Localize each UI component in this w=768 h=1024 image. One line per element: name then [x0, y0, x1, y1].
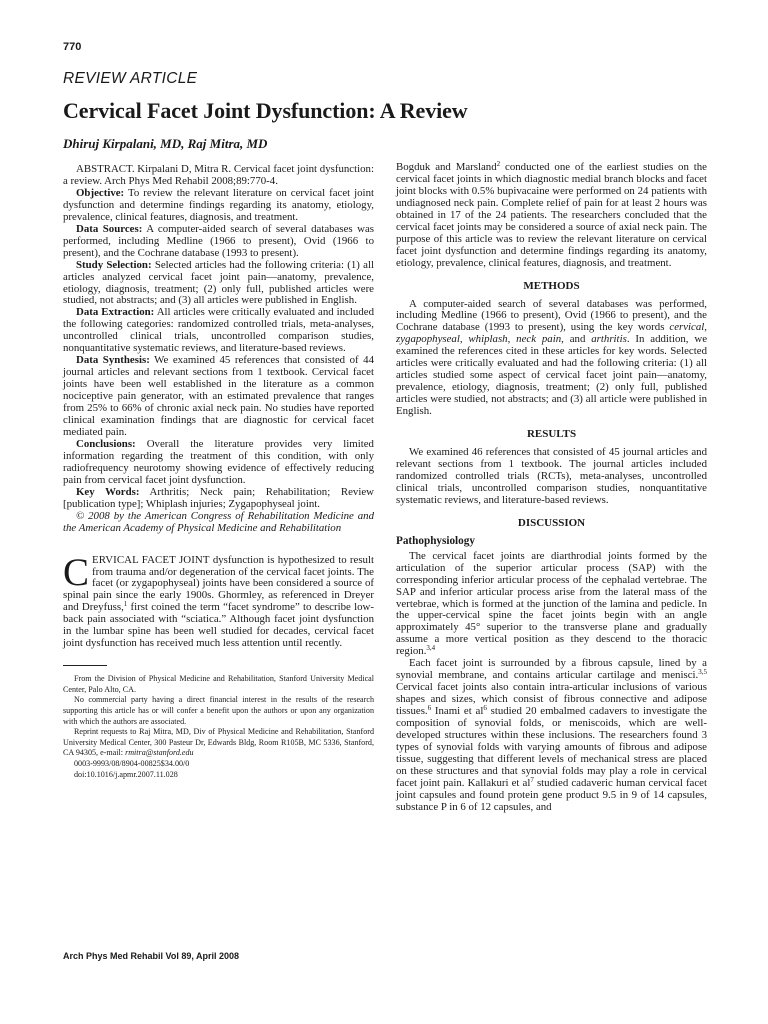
methods-text-a: A computer-aided search of several databases was performed, including Medline (1966 to present), Ovid (1966 to present), and the Cochrane database (1993 to present), using the key words: [396, 297, 707, 334]
pathophysiology-paragraph-2: [396, 658, 707, 813]
data-synthesis-label: Data Synthesis:: [76, 354, 150, 367]
drop-cap: C: [63, 550, 90, 594]
intro-text-a: dysfunction is hypothesized to result from trauma and/or degeneration of the cervical facet joints. The facet (or zygapophyseal) joints have been considered a source of spinal pain since the early 1900s. Ghormley, as referenced in Dreyer and Dreyfuss,: [63, 553, 374, 614]
key-words-label: Key Words:: [76, 485, 140, 498]
conclusions-text: Overall the literature provides very limited information regarding the treatment of this condition, with only radiofrequency neurotomy showing evidence of effectively reducing pain from cervical facet joint dysfunction.: [63, 437, 374, 486]
abstract-data-synthesis: [63, 355, 374, 439]
methods-paragraph: A computer-aided search of several databases was performed, including Medline (1966 to present), Ovid (1966 to present), and the Cochrane database (1993 to present), using the key words cervical, zygapophyseal, whiplash, neck pain, and arthritis. In addition, we examined the references cited in these articles for key words. Selected articles were critically evaluated and had the following criteria: (1) all articles studied some aspect of cervical facet joint pain—anatomy, prevalence, etiology, diagnosis, treatment; (2) only full, published articles were studied, not abstracts; and (3) all article were published in English.: [396, 297, 708, 418]
patho-2-ref-b: 6: [427, 704, 432, 713]
data-sources-label: Data Sources:: [76, 222, 143, 235]
footnote-affiliation: From the Division of Physical Medicine and Rehabilitation, Stanford University Medical Center, Palo Alto, CA.: [63, 674, 374, 694]
abstract-citation: ABSTRACT. Kirpalani D, Mitra R. Cervical facet joint dysfunction: a review. Arch Phys Med Rehabil 2008;89:770-4.: [63, 163, 374, 187]
objective-text: To review the relevant literature on cervical facet joint dysfunction and determine findings regarding its anatomy, etiology, prevalence, clinical features, diagnosis, and treatment.: [63, 186, 375, 223]
patho-2-text-e: studied cadaveric human cervical facet joint capsules and found protein gene product 9.5 in 9 of 14 capsules, substance P in 6 of 12 capsules, and: [396, 776, 708, 813]
intro-continuation: [396, 162, 707, 270]
data-synthesis-text: We examined 45 references that consisted of 44 journal articles and relevant sections from 1 textbook. Cervical facet joints have been well established in the literature as a common nociceptive pain generator, with an estimated prevalence that ranges from 25% to 66% of chronic axial neck pain. No studies have reported clinical examination findings that are diagnostic for cervical facet mediated pain.: [63, 354, 375, 438]
page-number: 770: [63, 41, 82, 53]
keyword-and: and: [569, 333, 586, 346]
footnote-doi[interactable]: doi:10.1016/j.apmr.2007.11.028: [74, 769, 178, 779]
keyword-neck-pain: neck pain: [516, 333, 562, 346]
intro-paragraph: [63, 550, 374, 651]
patho-1-text: The cervical facet joints are diarthrodial joints formed by the articulation of the superior articular process (SAP) with the corresponding inferior articular process of the cephalad vertebrae. The SAP and inferior articular process arise from the lateral mass of the vertebrae, which is formed at the junction of the lamina and pedicle. In the upper-cervical spine the facet joints begin with an angle approximately 45° superior to the transverse plane and gradually assume a more vertical position as they descend to the thoracic region.: [396, 549, 707, 658]
pathophysiology-paragraph-1: [396, 551, 707, 659]
patho-1-ref: 3,4: [426, 644, 436, 653]
abstract-data-extraction: [63, 307, 374, 355]
bogduk-text-a: Bogduk and Marsland: [396, 161, 497, 173]
patho-2-text-c: Inami et al: [434, 705, 484, 718]
conclusions-label: Conclusions:: [76, 437, 136, 450]
keyword-arthritis: arthritis: [591, 333, 627, 346]
objective-label: Objective:: [76, 186, 125, 199]
results-paragraph: We examined 46 references that consisted of 45 journal articles and relevant sections from 1 textbook. The journal articles included randomized controlled trials (RCTs), meta-analyses, uncontrolled clinical trials, uncontrolled comparison studies, nonquantitative systematic reviews, and literature-based reviews.: [396, 446, 707, 506]
patho-2-ref-d: 7: [530, 775, 534, 784]
key-words-text: Arthritis; Neck pain; Rehabilitation; Review [publication type]; Whiplash injuries; Zygapophyseal joint.: [63, 485, 374, 510]
keyword-whiplash: whiplash: [468, 333, 508, 346]
author-email-link[interactable]: rmitra@stanford.edu: [125, 748, 194, 758]
patho-2-text-b: Cervical facet joints also contain intra-articular inclusions of various shapes and sizes, which consist of fibrous connective and adipose tissues.: [396, 681, 707, 718]
abstract-conclusions: [63, 439, 374, 487]
data-sources-text: A computer-aided search of several databases was performed, including Medline (1966 to present), Ovid (1966 to present), and the Cochrane database (1993 to present).: [63, 222, 374, 259]
footnote-reprint: [63, 727, 374, 759]
footnote-conflict: No commercial party having a direct financial interest in the results of the research supporting this article has or will confer a benefit upon the authors or upon any organization with which the authors are associated.: [63, 695, 374, 726]
keyword-cervical: cervical: [669, 321, 705, 334]
methods-text-b: In addition, we examined the references cited in these articles for key words. Selected articles were critically evaluated and had the following criteria: (1) all articles studied some aspect of cervical facet joint pain—anatomy, prevalence, etiology, diagnosis, treatment; (2) only full, published articles were studied, not abstracts; and (3) all article were published in English.: [396, 333, 708, 418]
copyright-notice: © 2008 by the American Congress of Rehabilitation Medicine and the American Academy of Physical Medicine and Rehabilitation: [63, 509, 374, 534]
results-heading: RESULTS: [526, 428, 577, 441]
authors: Dhiruj Kirpalani, MD, Raj Mitra, MD: [63, 136, 268, 151]
data-extraction-text: All articles were critically evaluated and included the following categories: randomized controlled trials, meta-analyses, uncontrolled clinical trials, uncontrolled comparison studies, nonquantitative systematic reviews, and literature-based reviews.: [63, 306, 374, 355]
bogduk-text-b: conducted one of the earliest studies on the cervical facet joints in which diagnostic medial branch blocks and facet joint blocks with 0.5% bupivacaine were performed on 24 patients with undiagnosed neck pain. Complete relief of pain for at least 2 hours was obtained in 17 of the 24 patients. The researchers concluded that the cervical facet joints may be considered a source of axial neck pain. The purpose of this article was to review the relevant literature on cervical facet joint dysfunction and determine findings regarding its anatomy, etiology, prevalence, clinical features, diagnosis, and treatment.: [396, 161, 707, 269]
study-selection-text: Selected articles had the following criteria: (1) all articles analyzed cervical facet joint pain—anatomy, prevalence, etiology, diagnosis, treatment; (2) only full, published articles were studied, not abstracts; and (3) all articles were published in English.: [63, 258, 374, 307]
patho-2-text-a: Each facet joint is surrounded by a fibrous capsule, lined by a synovial membrane, and contains articular cartilage and menisci.: [396, 657, 707, 682]
right-column: [396, 162, 707, 814]
left-column: [63, 164, 374, 780]
intro-ref-1: 1: [123, 600, 128, 609]
article-type: REVIEW ARTICLE: [63, 70, 198, 87]
patho-2-ref-a: 3,5: [698, 668, 707, 677]
journal-footer: Arch Phys Med Rehabil Vol 89, April 2008: [63, 951, 240, 961]
keyword-zygapophyseal: zygapophyseal: [396, 333, 460, 346]
abstract-study-selection: [63, 260, 374, 308]
footnotes: [63, 674, 374, 780]
footnote-issn: 0003-9993/08/8904-00825$34.00/0: [74, 758, 190, 768]
abstract-key-words: [63, 487, 374, 511]
data-extraction-label: Data Extraction:: [76, 306, 155, 319]
intro-smallcaps: ERVICAL FACET JOINT: [92, 553, 210, 566]
footnote-rule: [63, 665, 107, 666]
bogduk-ref: 2: [496, 160, 501, 168]
abstract-objective: [63, 188, 374, 224]
abstract-data-sources: [63, 224, 374, 260]
pathophysiology-heading: Pathophysiology: [396, 534, 475, 547]
intro-text-b: first coined the term “facet syndrome” to describe low-back pain associated with “sciatica.” Although facet joint dysfunction in the lumbar spine has been well studied for decades, cervical facet joint dysfunction has received much less attention until recently.: [63, 601, 374, 650]
patho-2-ref-c: 6: [483, 704, 487, 713]
patho-2-text-d: studied 20 embalmed cadavers to investigate the composition of synovial folds, or meniscoids, which are well-developed structures within these inclusions. The researchers found 3 types of synovial folds with varying amounts of fibrous and adipose tissue, suggesting that different levels of mechanical stress are placed on these structures and that synovial folds may play a role in cervical facet joint pain. Kallakuri et al: [396, 705, 707, 789]
reprint-text: Reprint requests to Raj Mitra, MD, Div of Physical Medicine and Rehabilitation, Stanford University Medical Center, 300 Pasteur Dr, Edwards Bldg, Room R105B, MC 5336, Stanford, CA 94305, e-mail:: [63, 727, 374, 758]
methods-heading: METHODS: [523, 279, 580, 292]
article-title: Cervical Facet Joint Dysfunction: A Review: [63, 98, 468, 123]
study-selection-label: Study Selection:: [76, 258, 152, 271]
discussion-heading: DISCUSSION: [517, 516, 586, 529]
